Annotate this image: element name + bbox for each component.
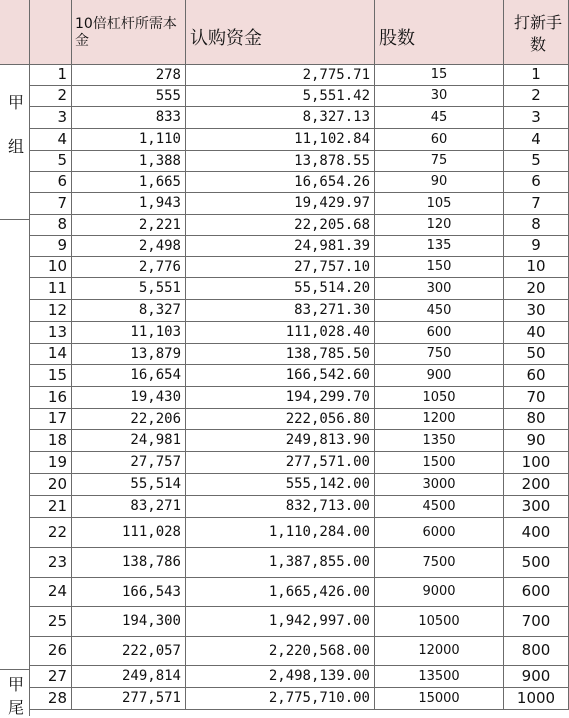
capital-cell: 222,057: [72, 637, 186, 666]
group-label-jia-2: 甲: [8, 675, 25, 694]
capital-cell: 8,327: [72, 300, 186, 322]
shares-cell: 1050: [375, 387, 504, 409]
shares-cell: 450: [375, 300, 504, 322]
shares-cell: 75: [375, 151, 504, 172]
index-cell: 12: [30, 300, 72, 322]
group-block-bottom: [0, 669, 30, 716]
shares-cell: 60: [375, 129, 504, 151]
funds-cell: 2,220,568.00: [186, 637, 375, 666]
lots-cell: 3: [504, 107, 569, 129]
index-cell: 20: [30, 474, 72, 496]
capital-cell: 16,654: [72, 365, 186, 387]
index-cell: 14: [30, 344, 72, 365]
index-cell: 8: [30, 215, 72, 236]
lots-cell: 20: [504, 278, 569, 300]
index-cell: 13: [30, 322, 72, 344]
funds-cell: 13,878.55: [186, 151, 375, 172]
shares-cell: 30: [375, 86, 504, 107]
shares-cell: 1500: [375, 452, 504, 474]
funds-cell: 19,429.97: [186, 193, 375, 215]
shares-cell: 6000: [375, 518, 504, 548]
index-cell: 10: [30, 257, 72, 278]
index-cell: 15: [30, 365, 72, 387]
lots-cell: 6: [504, 172, 569, 193]
funds-cell: 249,813.90: [186, 430, 375, 452]
index-cell: 18: [30, 430, 72, 452]
funds-cell: 138,785.50: [186, 344, 375, 365]
lots-cell: 900: [504, 666, 569, 688]
funds-cell: 1,665,426.00: [186, 578, 375, 607]
capital-cell: 278: [72, 65, 186, 86]
shares-cell: 600: [375, 322, 504, 344]
funds-cell: 166,542.60: [186, 365, 375, 387]
shares-cell: 7500: [375, 548, 504, 578]
lots-cell: 5: [504, 151, 569, 172]
capital-cell: 11,103: [72, 322, 186, 344]
shares-cell: 10500: [375, 607, 504, 637]
shares-cell: 300: [375, 278, 504, 300]
lots-cell: 90: [504, 430, 569, 452]
shares-cell: 900: [375, 365, 504, 387]
capital-cell: 2,776: [72, 257, 186, 278]
shares-cell: 12000: [375, 637, 504, 666]
funds-cell: 1,387,855.00: [186, 548, 375, 578]
shares-cell: 1200: [375, 409, 504, 430]
shares-cell: 4500: [375, 496, 504, 518]
index-cell: 3: [30, 107, 72, 129]
index-cell: 11: [30, 278, 72, 300]
capital-cell: 138,786: [72, 548, 186, 578]
index-cell: 4: [30, 129, 72, 151]
index-cell: 19: [30, 452, 72, 474]
funds-cell: 1,942,997.00: [186, 607, 375, 637]
shares-cell: 135: [375, 236, 504, 257]
funds-cell: 555,142.00: [186, 474, 375, 496]
funds-cell: 2,775,710.00: [186, 688, 375, 710]
funds-cell: 16,654.26: [186, 172, 375, 193]
lots-cell: 1: [504, 65, 569, 86]
lots-cell: 500: [504, 548, 569, 578]
index-cell: 22: [30, 518, 72, 548]
funds-cell: 5,551.42: [186, 86, 375, 107]
lots-cell: 60: [504, 365, 569, 387]
funds-cell: 2,498,139.00: [186, 666, 375, 688]
shares-cell: 750: [375, 344, 504, 365]
capital-cell: 22,206: [72, 409, 186, 430]
lots-cell: 50: [504, 344, 569, 365]
funds-cell: 111,028.40: [186, 322, 375, 344]
group-block-top: [0, 65, 30, 220]
lots-cell: 200: [504, 474, 569, 496]
capital-cell: 2,221: [72, 215, 186, 236]
capital-cell: 83,271: [72, 496, 186, 518]
shares-cell: 15000: [375, 688, 504, 710]
capital-cell: 27,757: [72, 452, 186, 474]
lots-cell: 300: [504, 496, 569, 518]
lots-cell: 400: [504, 518, 569, 548]
funds-cell: 194,299.70: [186, 387, 375, 409]
index-cell: 24: [30, 578, 72, 607]
capital-cell: 55,514: [72, 474, 186, 496]
capital-cell: 194,300: [72, 607, 186, 637]
header-lots: [504, 0, 569, 65]
group-label-wei: 尾: [8, 698, 25, 717]
lots-cell: 8: [504, 215, 569, 236]
group-block-middle: [0, 220, 30, 669]
capital-cell: 13,879: [72, 344, 186, 365]
index-cell: 21: [30, 496, 72, 518]
lots-cell: 2: [504, 86, 569, 107]
shares-cell: 105: [375, 193, 504, 215]
header-subscription-funds: [186, 0, 375, 65]
shares-cell: 45: [375, 107, 504, 129]
funds-cell: 277,571.00: [186, 452, 375, 474]
lots-cell: 40: [504, 322, 569, 344]
lots-cell: 80: [504, 409, 569, 430]
capital-cell: 1,388: [72, 151, 186, 172]
funds-cell: 1,110,284.00: [186, 518, 375, 548]
capital-cell: 1,943: [72, 193, 186, 215]
shares-cell: 150: [375, 257, 504, 278]
lots-cell: 30: [504, 300, 569, 322]
lots-cell: 700: [504, 607, 569, 637]
header-leverage-capital-label: 10倍杠杆所需本金: [75, 16, 177, 49]
capital-cell: 1,110: [72, 129, 186, 151]
funds-cell: 11,102.84: [186, 129, 375, 151]
lots-cell: 9: [504, 236, 569, 257]
shares-cell: 1350: [375, 430, 504, 452]
group-label-zu: 组: [8, 137, 25, 156]
lots-cell: 7: [504, 193, 569, 215]
funds-cell: 2,775.71: [186, 65, 375, 86]
funds-cell: 24,981.39: [186, 236, 375, 257]
funds-cell: 27,757.10: [186, 257, 375, 278]
lots-cell: 100: [504, 452, 569, 474]
index-cell: 25: [30, 607, 72, 637]
index-cell: 9: [30, 236, 72, 257]
lots-cell: 10: [504, 257, 569, 278]
funds-cell: 83,271.30: [186, 300, 375, 322]
shares-cell: 9000: [375, 578, 504, 607]
index-cell: 6: [30, 172, 72, 193]
capital-cell: 1,665: [72, 172, 186, 193]
index-cell: 17: [30, 409, 72, 430]
funds-cell: 55,514.20: [186, 278, 375, 300]
shares-cell: 90: [375, 172, 504, 193]
capital-cell: 2,498: [72, 236, 186, 257]
index-cell: 5: [30, 151, 72, 172]
capital-cell: 277,571: [72, 688, 186, 710]
shares-cell: 120: [375, 215, 504, 236]
capital-cell: 249,814: [72, 666, 186, 688]
header-subscription-funds-label: 认购资金: [190, 28, 262, 49]
index-cell: 27: [30, 666, 72, 688]
header-lots-label: 打新手数: [513, 13, 562, 54]
lots-cell: 1000: [504, 688, 569, 710]
header-leverage-capital: [72, 0, 186, 65]
header-group-cell: [0, 0, 30, 65]
shares-cell: 15: [375, 65, 504, 86]
header-index-cell: [30, 0, 72, 65]
header-shares: [375, 0, 504, 65]
lots-cell: 4: [504, 129, 569, 151]
lots-cell: 600: [504, 578, 569, 607]
index-cell: 28: [30, 688, 72, 710]
index-cell: 2: [30, 86, 72, 107]
funds-cell: 832,713.00: [186, 496, 375, 518]
group-label-jia: 甲: [8, 93, 25, 112]
shares-cell: 3000: [375, 474, 504, 496]
index-cell: 16: [30, 387, 72, 409]
lots-cell: 800: [504, 637, 569, 666]
capital-cell: 19,430: [72, 387, 186, 409]
header-shares-label: 股数: [379, 28, 415, 49]
capital-cell: 24,981: [72, 430, 186, 452]
lots-cell: 70: [504, 387, 569, 409]
index-cell: 26: [30, 637, 72, 666]
capital-cell: 166,543: [72, 578, 186, 607]
funds-cell: 22,205.68: [186, 215, 375, 236]
shares-cell: 13500: [375, 666, 504, 688]
index-cell: 1: [30, 65, 72, 86]
index-cell: 23: [30, 548, 72, 578]
capital-cell: 833: [72, 107, 186, 129]
funds-cell: 8,327.13: [186, 107, 375, 129]
capital-cell: 111,028: [72, 518, 186, 548]
capital-cell: 5,551: [72, 278, 186, 300]
capital-cell: 555: [72, 86, 186, 107]
funds-cell: 222,056.80: [186, 409, 375, 430]
index-cell: 7: [30, 193, 72, 215]
